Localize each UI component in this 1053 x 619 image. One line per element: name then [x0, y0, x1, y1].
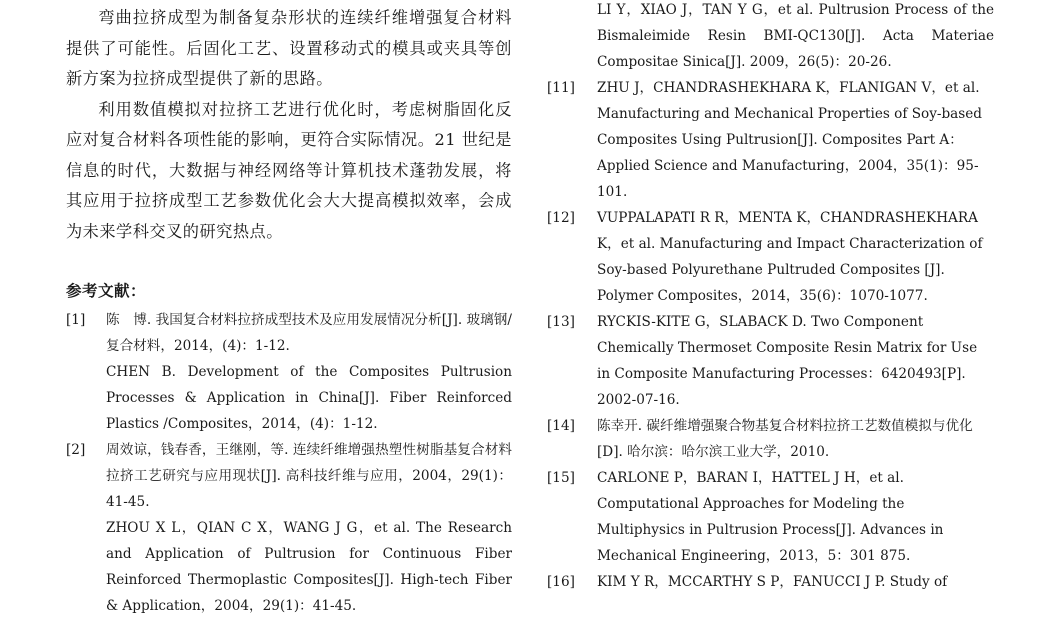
- conclusion-paragraph-1: 弯曲拉挤成型为制备复杂形状的连续纤维增强复合材料提供了可能性。后固化工艺、设置移动式的模具或夹具等创新方案为拉挤成型提供了新的思路。: [66, 8, 512, 88]
- reference-body: CARLONE P，BARAN I，HATTEL J H，et al. Computational Approaches for Modeling the Multiphysics in Pultrusion Process[J]. Advances in Mechanical Engineering，2013，5：301 875.: [597, 470, 944, 564]
- reference-label: [15]: [547, 470, 575, 486]
- reference-chinese: 陈 博. 我国复合材料拉挤成型技术及应用发展情况分析[J]. 玻璃钢/复合材料，2014，(4)：1-12.: [106, 312, 512, 354]
- reference-english: CHEN B. Development of the Composites Pultrusion Processes & Application in China[J]. Fiber Reinforced Plastics /Composites，2014，(4)：1-12.: [106, 364, 512, 432]
- reference-list-left: [66, 307, 512, 619]
- reference-english: LI Y，XIAO J，TAN Y G，et al. Pultrusion Process of the Bismaleimide Resin BMI-QC130[J]. Acta Materiae Compositae Sinica[J]. 2009，26(5)：20-26.: [597, 2, 994, 70]
- reference-14: [547, 413, 994, 465]
- reference-label: [14]: [547, 418, 575, 434]
- reference-body: [106, 437, 512, 619]
- reference-label: [1]: [66, 312, 86, 328]
- conclusion-paragraph-2: 利用数值模拟对拉挤工艺进行优化时，考虑树脂固化反应对复合材料各项性能的影响，更符合实际情况。21 世纪是信息的时代，大数据与神经网络等计算机技术蓬勃发展，将其应用于拉挤成型工艺参数优化会大大提高模拟效率，会成为未来学科交叉的研究热点。: [66, 99, 512, 241]
- reference-2: [66, 437, 512, 619]
- reference-label: [12]: [547, 210, 575, 226]
- reference-11: [547, 75, 994, 205]
- reference-label: [13]: [547, 314, 575, 330]
- reference-15: [547, 465, 994, 569]
- reference-label: [16]: [547, 574, 575, 590]
- reference-english: ZHOU X L，QIAN C X，WANG J G，et al. The Research and Application of Pultrusion for Continuous Fiber Reinforced Thermoplastic Composites[J]. High-tech Fiber & Application，2004，29(1)：41-45.: [106, 520, 512, 614]
- reference-12: [547, 205, 994, 309]
- reference-16: [547, 569, 994, 595]
- reference-13: [547, 309, 994, 413]
- reference-list-right: [547, 0, 994, 595]
- reference-label: [11]: [547, 80, 575, 96]
- reference-label: [2]: [66, 442, 86, 458]
- reference-continuation: [547, 0, 994, 75]
- reference-1: [66, 307, 512, 437]
- reference-body: 陈幸开. 碳纤维增强聚合物基复合材料拉挤工艺数值模拟与优化[D]. 哈尔滨：哈尔滨工业大学，2010.: [597, 418, 973, 460]
- reference-body: VUPPALAPATI R R，MENTA K，CHANDRASHEKHARA K，et al. Manufacturing and Impact Characterization of Soy-based Polyurethane Pultruded Composites [J]. Polymer Composites，2014，35(6)：1070-1077.: [597, 210, 983, 304]
- left-column: [66, 0, 512, 619]
- reference-body: [597, 0, 994, 75]
- reference-chinese: 周效谅，钱春香，王继刚，等. 连续纤维增强热塑性树脂基复合材料拉挤工艺研究与应用现状[J]. 高科技纤维与应用，2004，29(1)：41-45.: [106, 442, 512, 510]
- right-column: [547, 0, 994, 595]
- reference-body: KIM Y R，MCCARTHY S P，FANUCCI J P. Study of: [597, 574, 948, 590]
- reference-body: ZHU J，CHANDRASHEKHARA K，FLANIGAN V，et al. Manufacturing and Mechanical Properties of Soy-based Composites Using Pultrusion[J]. Composites Part A：Applied Science and Manufacturing，2004，35(1)：95-101.: [597, 80, 982, 200]
- references-heading: 参考文献：: [66, 282, 147, 300]
- reference-body: RYCKIS-KITE G，SLABACK D. Two Component Chemically Thermoset Composite Resin Matrix for Use in Composite Manufacturing Processes：6420493[P]. 2002-07-16.: [597, 314, 978, 408]
- reference-body: [106, 307, 512, 437]
